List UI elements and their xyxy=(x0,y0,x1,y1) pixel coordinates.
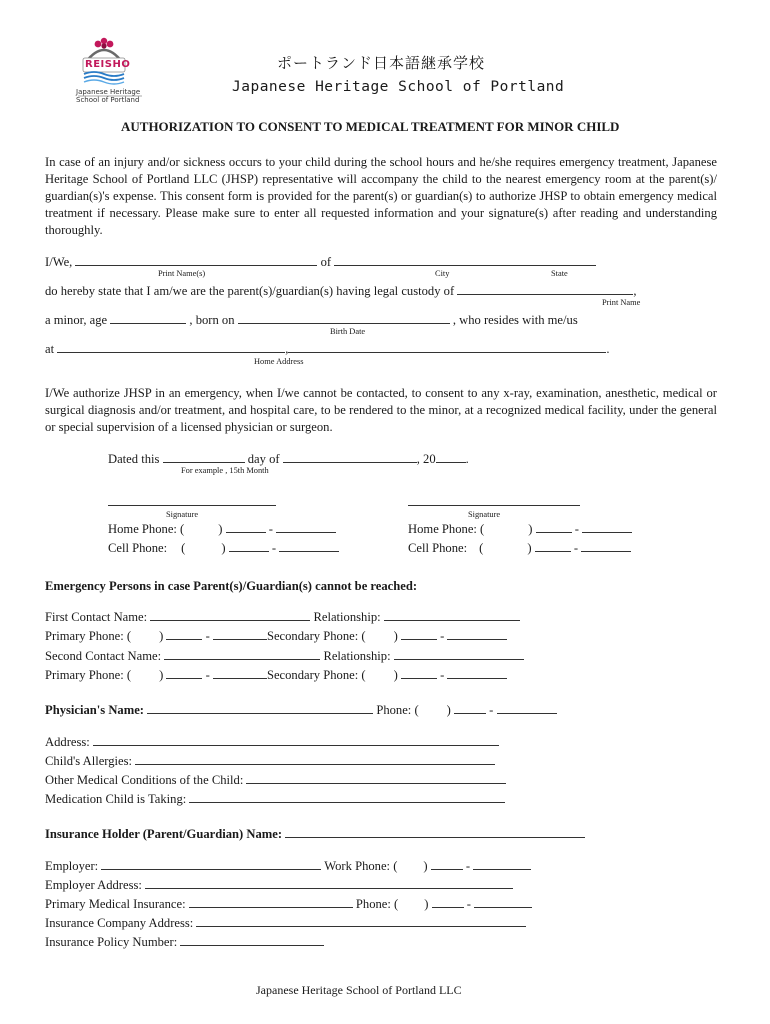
first-secondary-line[interactable] xyxy=(447,628,507,640)
second-secondary-line[interactable] xyxy=(447,667,507,679)
paren-close: ) xyxy=(424,897,429,911)
logo-subtitle-1: Japanese Heritage xyxy=(76,88,141,96)
physician-label: Physician's Name: xyxy=(45,703,144,717)
dated-line xyxy=(108,451,469,467)
comma-text-2: , xyxy=(285,342,289,356)
period-text-2: . xyxy=(465,452,469,466)
policy-number-field[interactable] xyxy=(180,934,324,946)
resides-label: , who resides with me/us xyxy=(452,313,578,327)
comma-text: , xyxy=(633,284,637,298)
paren-close: ) xyxy=(221,541,226,555)
paren-open: ( xyxy=(181,541,186,555)
dash: - xyxy=(205,629,210,643)
employer-label: Employer: xyxy=(45,859,99,873)
dash: - xyxy=(489,703,494,717)
paren-close: ) xyxy=(159,629,164,643)
insurance-phone-label: Phone: ( xyxy=(355,897,399,911)
physician-address-row xyxy=(45,734,499,750)
paren-close: ) xyxy=(528,522,533,536)
print-names-caption: Print Name(s) xyxy=(158,269,206,278)
dash: - xyxy=(466,897,471,911)
insurance-company-address-field[interactable] xyxy=(196,915,526,927)
insurance-company-address-row xyxy=(45,915,526,931)
cell-phone-1-prefix[interactable] xyxy=(229,540,269,552)
school-title-english: Japanese Heritage School of Portland xyxy=(232,79,565,95)
footer-text: Japanese Heritage School of Portland LLC xyxy=(256,983,462,997)
insurance-phone-line[interactable] xyxy=(474,896,532,908)
cell-phone-label: Cell Phone: xyxy=(108,541,168,555)
physician-phone-prefix[interactable] xyxy=(454,702,486,714)
secondary-phone-label: Secondary Phone: ( xyxy=(266,629,366,643)
second-relationship-field[interactable] xyxy=(394,648,524,660)
paren-open: ( xyxy=(479,541,484,555)
first-secondary-prefix[interactable] xyxy=(401,628,437,640)
school-title-japanese: ポートランド日本語継承学校 xyxy=(277,54,486,72)
employer-address-row xyxy=(45,877,513,893)
paren-close: ) xyxy=(446,703,451,717)
medication-field[interactable] xyxy=(189,791,505,803)
allergies-label: Child's Allergies: xyxy=(45,754,133,768)
custody-line xyxy=(45,283,636,299)
address-line xyxy=(45,341,610,357)
insurance-company-address-label: Insurance Company Address: xyxy=(45,916,194,930)
year-field[interactable] xyxy=(436,451,466,463)
medication-label: Medication Child is Taking: xyxy=(45,792,187,806)
second-contact-label: Second Contact Name: xyxy=(45,649,162,663)
logo-subtitle-2: School of Portland xyxy=(76,96,140,104)
home-phone-2 xyxy=(408,521,632,537)
cell-phone-label: Cell Phone: xyxy=(408,541,468,555)
home-address-field[interactable] xyxy=(57,341,285,353)
birth-date-field[interactable] xyxy=(238,312,450,324)
child-name-field[interactable] xyxy=(457,283,633,295)
physician-row xyxy=(45,702,557,718)
insurance-holder-field[interactable] xyxy=(285,826,585,838)
insurance-phone-prefix[interactable] xyxy=(432,896,464,908)
minor-line xyxy=(45,312,578,328)
logo-text: REISHO xyxy=(85,59,131,70)
month-field[interactable] xyxy=(283,451,417,463)
insurance-holder-row xyxy=(45,826,585,842)
birth-date-caption: Birth Date xyxy=(330,327,366,336)
year-prefix-label: , 20 xyxy=(416,452,436,466)
home-address-city-field[interactable] xyxy=(288,341,606,353)
of-label: of xyxy=(320,255,332,269)
primary-phone-label: Primary Phone: ( xyxy=(45,629,132,643)
paren-close: ) xyxy=(527,541,532,555)
first-phone-row xyxy=(45,628,507,644)
paren-close: ) xyxy=(393,668,398,682)
employer-row xyxy=(45,858,531,874)
physician-address-field[interactable] xyxy=(93,734,499,746)
paren-close: ) xyxy=(218,522,223,536)
cell-phone-2 xyxy=(408,540,631,556)
paren-close: ) xyxy=(423,859,428,873)
print-name-caption: Print Name xyxy=(602,298,641,307)
city-state-field[interactable] xyxy=(334,254,596,266)
home-address-caption: Home Address xyxy=(254,357,304,366)
employer-address-field[interactable] xyxy=(145,877,513,889)
home-phone-1-prefix[interactable] xyxy=(226,521,266,533)
home-phone-1 xyxy=(108,521,336,537)
signature-line-2[interactable] xyxy=(408,505,580,506)
first-contact-row xyxy=(45,609,520,625)
conditions-field[interactable] xyxy=(246,772,506,784)
insurance-holder-label: Insurance Holder (Parent/Guardian) Name: xyxy=(45,827,283,841)
at-label: at xyxy=(45,342,55,356)
signature-line-1[interactable] xyxy=(108,505,276,506)
conditions-label: Other Medical Conditions of the Child: xyxy=(45,773,244,787)
minor-age-label: a minor, age xyxy=(45,313,108,327)
physician-phone-label: Phone: ( xyxy=(376,703,419,717)
home-phone-label: Home Phone: ( xyxy=(408,522,485,536)
second-phone-row xyxy=(45,667,507,683)
primary-insurance-label: Primary Medical Insurance: xyxy=(45,897,186,911)
first-contact-label: First Contact Name: xyxy=(45,610,148,624)
form-title: AUTHORIZATION TO CONSENT TO MEDICAL TREATMENT FOR MINOR CHILD xyxy=(121,119,620,134)
work-phone-prefix[interactable] xyxy=(431,858,463,870)
paren-close: ) xyxy=(393,629,398,643)
dash: - xyxy=(205,668,210,682)
primary-insurance-field[interactable] xyxy=(189,896,353,908)
employer-address-label: Employer Address: xyxy=(45,878,142,892)
allergies-row xyxy=(45,753,495,769)
dash: - xyxy=(465,859,471,873)
custody-label: do hereby state that I am/we are the parent(s)/guardian(s) having legal custody of xyxy=(45,284,455,298)
authorize-paragraph: I/We authorize JHSP in an emergency, when I/we cannot be contacted, to consent to any x-ray, examination, anesthetic, medical or surgical diagnosis and/or treatment, and hospital care, to be rendered to the minor, at a recognized medical facility, under the general or special supervision of a licensed physician or surgeon. xyxy=(45,386,717,434)
paren-close: ) xyxy=(159,668,164,682)
policy-number-row xyxy=(45,934,324,950)
home-phone-2-prefix[interactable] xyxy=(536,521,572,533)
policy-number-label: Insurance Policy Number: xyxy=(45,935,178,949)
second-contact-row xyxy=(45,648,524,664)
second-primary-line[interactable] xyxy=(213,667,267,679)
address-label: Address: xyxy=(45,735,90,749)
cell-phone-1 xyxy=(108,540,339,556)
dash: - xyxy=(573,541,579,555)
day-field[interactable] xyxy=(163,451,245,463)
iwe-line xyxy=(45,254,596,270)
physician-name-field[interactable] xyxy=(147,702,373,714)
first-relationship-field[interactable] xyxy=(384,609,520,621)
dated-this-label: Dated this xyxy=(108,452,160,466)
employer-field[interactable] xyxy=(101,858,321,870)
print-names-field[interactable] xyxy=(75,254,317,266)
age-field[interactable] xyxy=(110,312,186,324)
second-contact-field[interactable] xyxy=(164,648,320,660)
cell-phone-1-line[interactable] xyxy=(279,540,339,552)
day-of-label: day of xyxy=(247,452,280,466)
dash: - xyxy=(440,668,445,682)
dash: - xyxy=(271,541,277,555)
home-phone-1-line[interactable] xyxy=(276,521,336,533)
work-phone-label: Work Phone: ( xyxy=(324,859,398,873)
iwe-label: I/We, xyxy=(45,255,73,269)
primary-phone-label: Primary Phone: ( xyxy=(45,668,132,682)
cell-phone-2-prefix[interactable] xyxy=(535,540,571,552)
date-example-caption: For example , 15th Month xyxy=(181,466,269,475)
signature-caption-1: Signature xyxy=(166,510,199,519)
signature-caption-2: Signature xyxy=(468,510,501,519)
work-phone-line[interactable] xyxy=(473,858,531,870)
first-primary-prefix[interactable] xyxy=(166,628,202,640)
dash: - xyxy=(574,522,579,536)
relationship-label: Relationship: xyxy=(323,649,391,663)
secondary-phone-label: Secondary Phone: ( xyxy=(266,668,366,682)
born-on-label: , born on xyxy=(189,313,235,327)
conditions-row xyxy=(45,772,506,788)
first-contact-field[interactable] xyxy=(150,609,310,621)
intro-paragraph: In case of an injury and/or sickness occurs to your child during the school hours and he/she requires emergency treatment, Japanese Heritage School of Portland LLC (JHSP) representative will accompany the child to the nearest emergency room at the parent(s)/ guardian(s)'s expense. This consent form is provided for the parent(s) or guardian(s) to authorize JHSP to obtain emergency medical treatment if necessary. Please make sure to enter all requested information and your signature(s) after reading and understanding thoroughly. xyxy=(45,155,717,237)
physician-phone-line[interactable] xyxy=(497,702,557,714)
cell-phone-2-line[interactable] xyxy=(581,540,631,552)
emergency-heading: Emergency Persons in case Parent(s)/Guardian(s) cannot be reached: xyxy=(45,579,418,593)
second-primary-prefix[interactable] xyxy=(166,667,202,679)
state-caption: State xyxy=(551,269,568,278)
primary-insurance-row xyxy=(45,896,532,912)
dash: - xyxy=(440,629,445,643)
second-secondary-prefix[interactable] xyxy=(401,667,437,679)
period-text: . xyxy=(606,342,610,356)
medication-row xyxy=(45,791,505,807)
city-caption: City xyxy=(435,269,450,278)
allergies-field[interactable] xyxy=(135,753,495,765)
home-phone-2-line[interactable] xyxy=(582,521,632,533)
dash: - xyxy=(268,522,273,536)
home-phone-label: Home Phone: ( xyxy=(108,522,185,536)
relationship-label: Relationship: xyxy=(313,610,381,624)
first-primary-line[interactable] xyxy=(213,628,267,640)
